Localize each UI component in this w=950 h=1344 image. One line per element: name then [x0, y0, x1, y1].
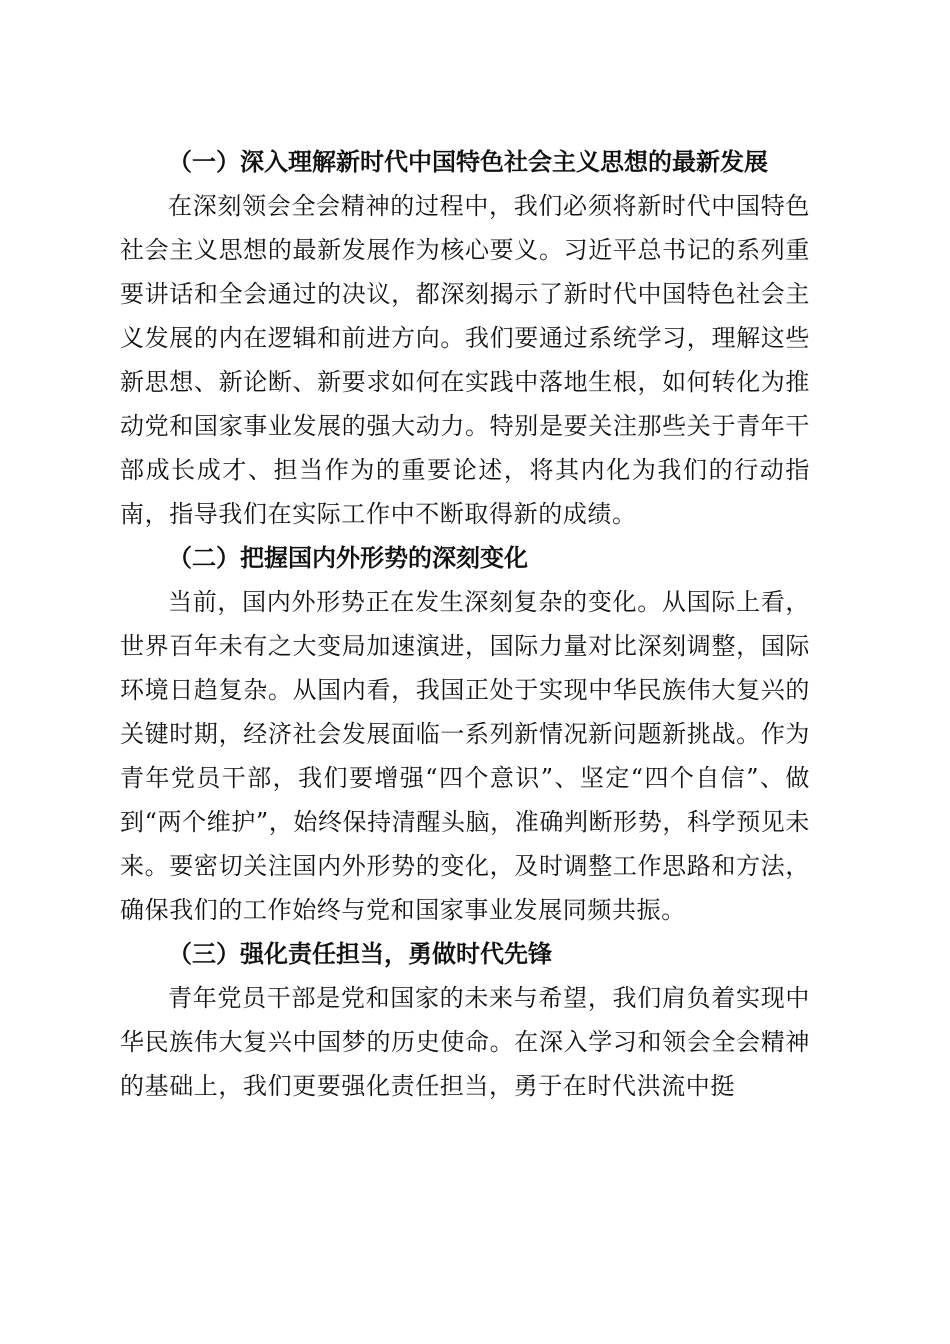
section-2-paragraph: 当前，国内外形势正在发生深刻复杂的变化。从国际上看，世界百年未有之大变局加速演进，国际力量对比深刻调整，国际环境日趋复杂。从国内看，我国正处于实现中华民族伟大复兴的关键时期，经济社会发展面临一系列新情况新问题新挑战。作为青年党员干部，我们要增强“四个意识”、坚定“四个自信”、做到“两个维护”，始终保持清醒头脑，准确判断形势，科学预见未来。要密切关注国内外形势的变化，及时调整工作思路和方法，确保我们的工作始终与党和国家事业发展同频共振。 [120, 588, 810, 924]
section-1-paragraph: 在深刻领会全会精神的过程中，我们必须将新时代中国特色社会主义思想的最新发展作为核心要义。习近平总书记的系列重要讲话和全会通过的决议，都深刻揭示了新时代中国特色社会主义发展的内在逻辑和前进方向。我们要通过系统学习，理解这些新思想、新论断、新要求如何在实践中落地生根，如何转化为推动党和国家事业发展的强大动力。特别是要关注那些关于青年干部成长成才、担当作为的重要论述，将其内化为我们的行动指南，指导我们在实际工作中不断取得新的成绩。 [120, 192, 810, 528]
document-body [120, 140, 810, 1108]
section-3-heading: （三）强化责任担当，勇做时代先锋 [168, 940, 552, 968]
section-2-heading: （二）把握国内外形势的深刻变化 [168, 544, 528, 572]
section-3-paragraph: 青年党员干部是党和国家的未来与希望，我们肩负着实现中华民族伟大复兴中国梦的历史使命。在深入学习和领会全会精神的基础上，我们更要强化责任担当，勇于在时代洪流中挺 [120, 984, 810, 1100]
section-1-heading: （一）深入理解新时代中国特色社会主义思想的最新发展 [168, 148, 768, 176]
